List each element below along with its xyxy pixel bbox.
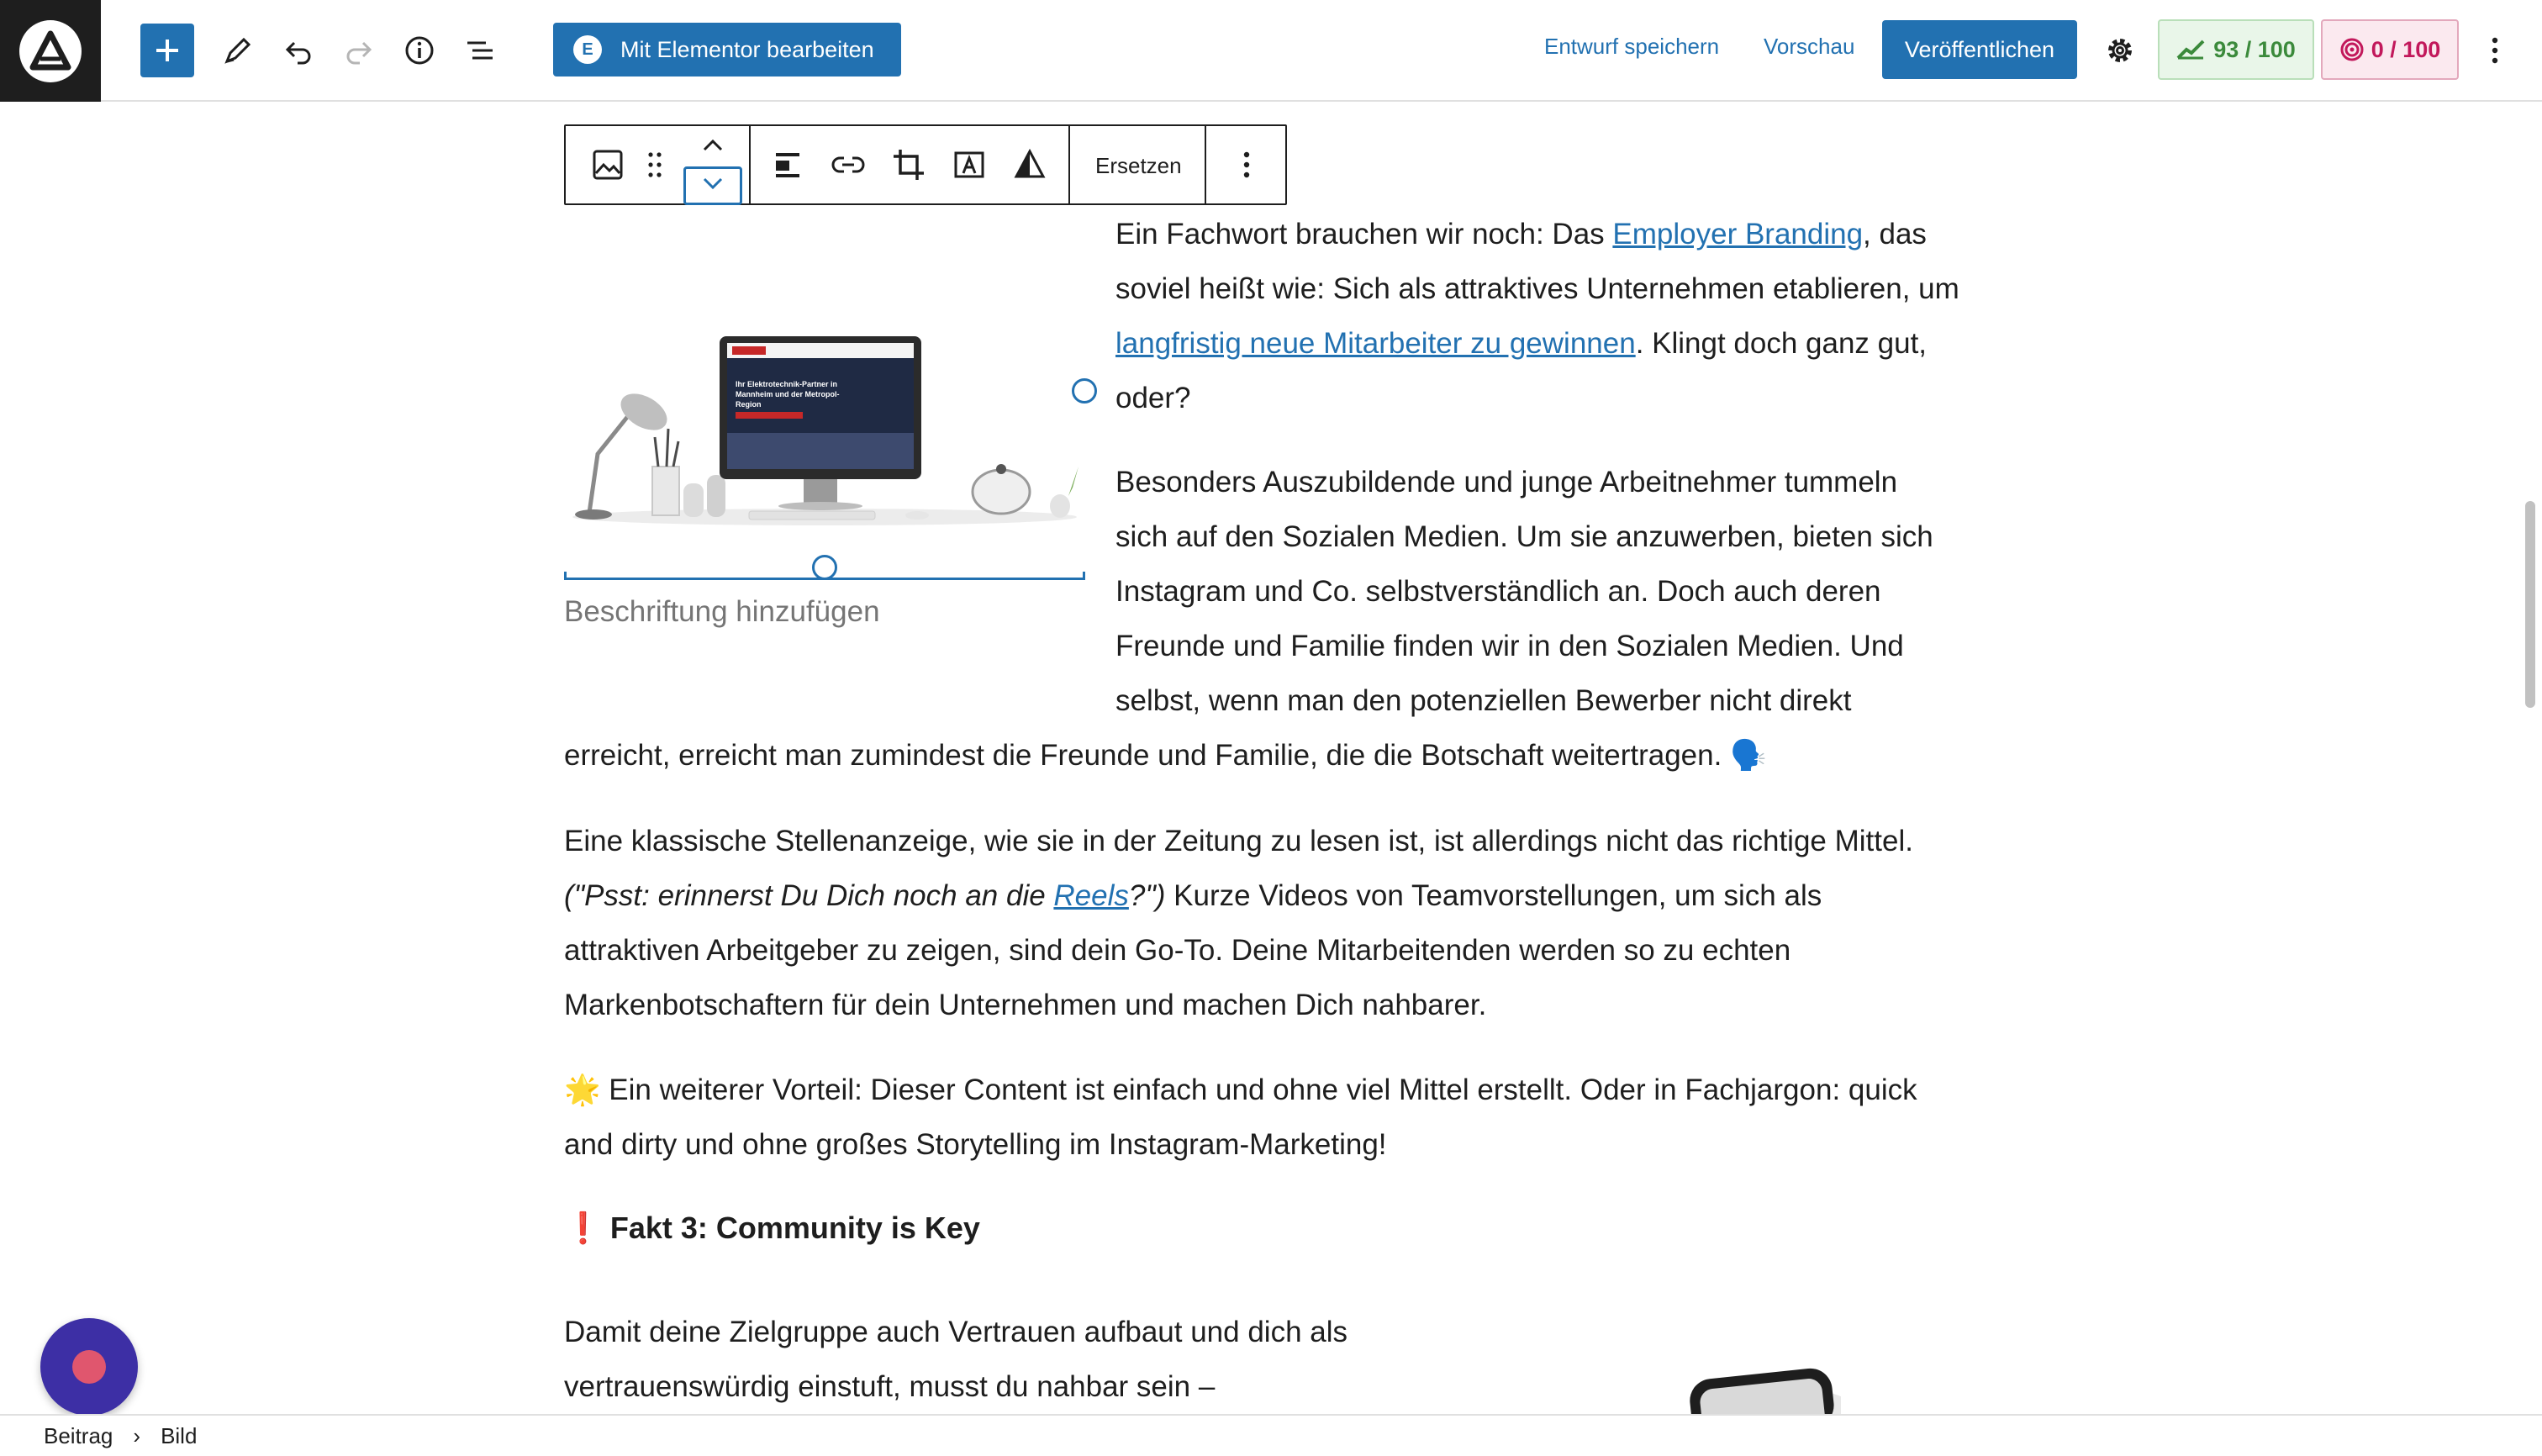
scrollbar-thumb[interactable]: [2525, 501, 2535, 708]
elementor-icon: E: [573, 35, 602, 64]
crop-button[interactable]: [889, 145, 929, 185]
gear-icon: [2104, 34, 2136, 66]
paragraph-line: Freunde und Familie finden wir in den Sozialen Medien. Und: [1115, 630, 1904, 662]
breadcrumb-current[interactable]: Bild: [161, 1422, 198, 1448]
drag-handle[interactable]: [640, 145, 670, 185]
toolbar-separator: [749, 126, 751, 203]
paragraph-line: vertrauenswürdig einstuft, musst du nahbar sein –: [564, 1370, 1216, 1403]
seo-score-badge[interactable]: [2158, 19, 2314, 80]
phone-image-peek: [1681, 1362, 1841, 1414]
selected-image-block[interactable]: [564, 252, 1085, 580]
add-block-button[interactable]: [140, 24, 194, 77]
readability-score-value: 0 / 100: [2371, 36, 2441, 62]
text-overlay-icon: [952, 148, 986, 182]
text-span: ?"): [1128, 879, 1166, 912]
paragraph-line: and dirty und ohne großes Storytelling im Instagram-Marketing!: [564, 1128, 1387, 1161]
paragraph-employer-branding[interactable]: [1115, 207, 1965, 425]
svg-text:Region: Region: [736, 400, 762, 409]
paragraph-line: Besonders Auszubildende und junge Arbeitnehmer tummeln: [1115, 466, 1898, 499]
drag-handle-icon: [646, 150, 663, 179]
employer-branding-link[interactable]: Employer Branding: [1612, 218, 1864, 251]
paragraph-community[interactable]: [564, 1305, 1489, 1414]
edit-with-elementor-button[interactable]: [553, 23, 901, 76]
toolbar-separator: [1068, 126, 1070, 203]
replace-image-button[interactable]: Ersetzen: [1095, 153, 1182, 178]
info-icon: [403, 34, 435, 66]
list-view-button[interactable]: [453, 24, 507, 77]
italic-note: [564, 879, 1165, 912]
block-type-button[interactable]: [588, 145, 628, 185]
readability-score-badge[interactable]: [2321, 19, 2459, 80]
paragraph-line: 🌟 Ein weiterer Vorteil: Dieser Content ist einfach und ohne viel Mittel erstellt. Oder in Fachjargon: quick: [564, 1074, 1917, 1106]
paragraph-line: [564, 868, 1959, 923]
record-icon: [72, 1350, 106, 1384]
paragraph-vorteil[interactable]: [564, 1063, 1959, 1172]
plus-icon: [153, 36, 182, 65]
reels-link[interactable]: Reels: [1053, 879, 1129, 912]
move-down-button[interactable]: [683, 166, 742, 205]
options-menu-button[interactable]: [2468, 24, 2522, 77]
toolbar-separator: [1205, 126, 1206, 203]
image-resize-handle-bottom[interactable]: [812, 555, 837, 580]
paragraph-line: attraktiven Arbeitgeber zu zeigen, sind dein Go-To. Deine Mitarbeitenden werden so zu echten: [564, 934, 1791, 967]
chevron-up-icon[interactable]: [701, 138, 725, 153]
duotone-button[interactable]: [1010, 145, 1050, 185]
paragraph-line: Eine klassische Stellenanzeige, wie sie in der Zeitung zu lesen ist, ist allerdings nicht das richtige Mittel.: [564, 825, 1913, 857]
heading-fakt-3[interactable]: ❗ Fakt 3: Community is Key: [564, 1211, 980, 1245]
image-caption-input[interactable]: Beschriftung hinzufügen: [564, 595, 880, 628]
svg-text:Mannheim und der Metropol-: Mannheim und der Metropol-: [736, 390, 840, 398]
readability-target-icon: [2339, 37, 2365, 62]
chevron-right-icon: ›: [133, 1422, 141, 1448]
paragraph-line: Instagram und Co. selbstverständlich an. Doch auch deren: [1115, 575, 1881, 608]
undo-icon: [282, 34, 314, 66]
paragraph-auszubildende[interactable]: [1115, 455, 1965, 728]
redo-icon: [343, 34, 375, 66]
block-breadcrumb: [0, 1414, 2542, 1456]
logo-icon: [19, 20, 82, 82]
image-resize-handle-right[interactable]: [1072, 378, 1097, 404]
seo-score-value: 93 / 100: [2213, 36, 2296, 62]
text-span: . Klingt doch ganz gut, oder?: [1115, 327, 1928, 414]
details-button[interactable]: [393, 24, 446, 77]
paragraph-line: Damit deine Zielgruppe auch Vertrauen aufbaut und dich als: [564, 1316, 1347, 1348]
text-span: Kurze Videos von Teamvorstellungen, um sich als: [1165, 879, 1822, 912]
image-icon: [591, 148, 625, 182]
desk-mockup-image: [564, 286, 1085, 530]
preview-button[interactable]: Vorschau: [1764, 34, 1855, 59]
link-button[interactable]: [828, 145, 868, 185]
record-button[interactable]: [40, 1318, 138, 1416]
settings-button[interactable]: [2093, 24, 2147, 77]
paragraph-line: erreicht, erreicht man zumindest die Freunde und Familie, die die Botschaft weitertragen. 🗣️: [564, 739, 1767, 772]
crop-icon: [892, 148, 926, 182]
paragraph-line: Markenbotschaftern für dein Unternehmen und machen Dich nahbarer.: [564, 989, 1487, 1021]
save-draft-button[interactable]: Entwurf speichern: [1544, 34, 1720, 59]
site-logo-button[interactable]: [0, 0, 101, 102]
text-overlay-button[interactable]: [949, 145, 989, 185]
text-span: ("Psst: erinnerst Du Dich noch an die: [564, 879, 1054, 912]
paragraph-line: selbst, wenn man den potenziellen Bewerber nicht direkt: [1115, 684, 1852, 717]
image-block-toolbar: [564, 124, 1287, 205]
editor-top-toolbar: [0, 0, 2542, 102]
chevron-down-icon: [701, 176, 725, 191]
more-vertical-icon: [1242, 150, 1252, 180]
breadcrumb-root[interactable]: Beitrag: [44, 1422, 113, 1448]
duotone-icon: [1013, 148, 1047, 182]
pen-icon: [222, 34, 254, 66]
more-vertical-icon: [2490, 35, 2500, 66]
paragraph-stellenanzeige[interactable]: [564, 814, 1959, 1032]
redo-button[interactable]: [332, 24, 386, 77]
align-button[interactable]: [767, 145, 808, 185]
tools-button[interactable]: [211, 24, 265, 77]
mitarbeiter-gewinnen-link[interactable]: langfristig neue Mitarbeiter zu gewinnen: [1115, 327, 1636, 360]
block-options-button[interactable]: [1226, 145, 1267, 185]
paragraph-line: sich auf den Sozialen Medien. Um sie anzuwerben, bieten sich: [1115, 520, 1933, 553]
undo-button[interactable]: [272, 24, 325, 77]
seo-chart-icon: [2176, 40, 2205, 60]
link-icon: [831, 152, 866, 177]
text-span: Ein Fachwort brauchen wir noch: Das: [1115, 218, 1613, 251]
elementor-button-label: Mit Elementor bearbeiten: [620, 36, 874, 62]
svg-text:Ihr Elektrotechnik-Partner in: Ihr Elektrotechnik-Partner in: [736, 380, 838, 388]
publish-button[interactable]: Veröffentlichen: [1882, 20, 2077, 79]
list-view-icon: [464, 34, 496, 66]
text-span: , das soviel heißt wie: Sich als attraktives Unternehmen etablieren, um: [1115, 218, 1959, 305]
align-icon: [771, 148, 804, 182]
